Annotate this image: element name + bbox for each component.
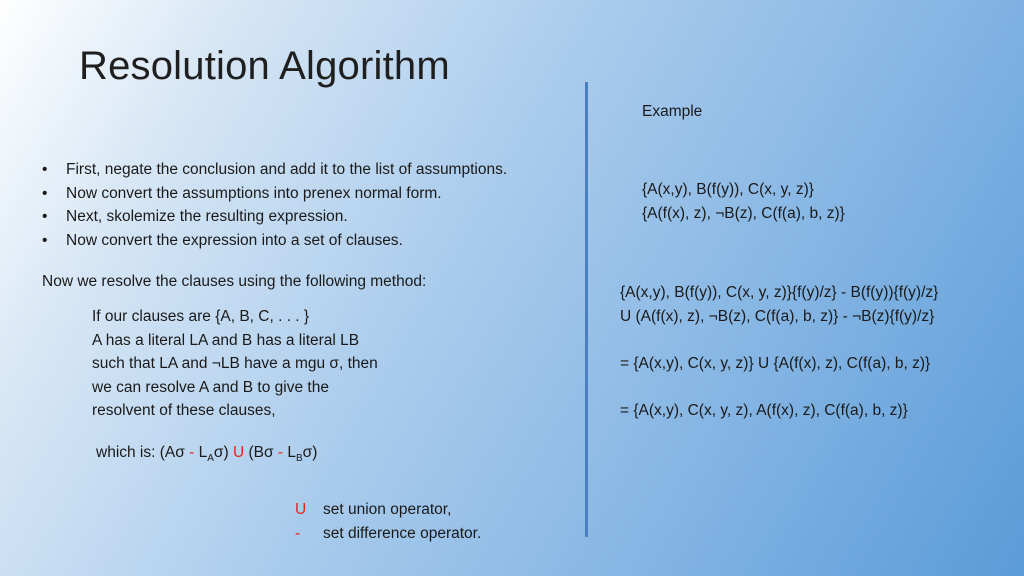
example-clauses <box>642 178 845 225</box>
formula-part: L <box>283 444 296 461</box>
union-symbol: U <box>232 444 245 461</box>
column-divider <box>585 82 588 537</box>
derivation-line: = {A(x,y), C(x, y, z), A(f(x), z), C(f(a), b, z)} <box>620 401 908 419</box>
derivation-spacer <box>620 328 938 352</box>
subscript-b: B <box>295 453 303 465</box>
step-item: • Now convert the expression into a set of clauses. <box>42 229 507 253</box>
formula-prefix: which is: (Aσ <box>96 444 190 461</box>
derivation-line: U (A(f(x), z), ¬B(z), C(f(a), b, z)} - ¬B(z){f(y)/z} <box>620 307 935 325</box>
resolvent-formula <box>96 444 317 464</box>
derivation-line: = {A(x,y), C(x, y, z)} U {A(f(x), z), C(f(a), b, z)} <box>620 354 931 372</box>
method-line: we can resolve A and B to give the <box>92 378 329 396</box>
legend-text: set union operator, <box>323 501 452 518</box>
method-line: A has a literal LA and B has a literal LB <box>92 331 360 349</box>
example-derivation <box>620 281 938 422</box>
step-item: • Now convert the assumptions into prenex normal form. <box>42 182 507 206</box>
method-line: If our clauses are {A, B, C, . . . } <box>92 308 310 325</box>
method-intro: Now we resolve the clauses using the following method: <box>42 273 427 290</box>
step-item: • Next, skolemize the resulting expression. <box>42 205 507 229</box>
method-line: resolvent of these clauses, <box>92 402 276 419</box>
subscript-a: A <box>207 453 214 465</box>
method-description <box>92 305 378 423</box>
steps-list <box>42 158 507 252</box>
formula-part: (Bσ <box>244 444 278 461</box>
method-line: such that LA and ¬LB have a mgu σ, then <box>92 355 378 372</box>
minus-symbol: - <box>189 444 195 461</box>
minus-symbol: - <box>295 524 301 542</box>
derivation-spacer <box>620 375 938 399</box>
clause-line: {A(x,y), B(f(y)), C(x, y, z)} <box>642 181 814 198</box>
formula-part: σ) <box>213 444 233 461</box>
legend-item <box>295 498 481 522</box>
step-item: • First, negate the conclusion and add it to the list of assumptions. <box>42 158 507 182</box>
example-label: Example <box>642 103 703 120</box>
minus-symbol: - <box>277 444 284 461</box>
union-symbol: U <box>295 501 307 518</box>
formula-part: L <box>194 444 208 461</box>
operator-legend <box>295 498 481 545</box>
derivation-line: {A(x,y), B(f(y)), C(x, y, z)}{f(y)/z} - B(f(y)){f(y)/z} <box>620 284 939 301</box>
legend-item <box>295 522 481 546</box>
slide-title: Resolution Algorithm <box>79 44 450 88</box>
clause-line: {A(f(x), z), ¬B(z), C(f(a), b, z)} <box>642 204 845 222</box>
legend-text: set difference operator. <box>323 524 482 542</box>
formula-part: σ) <box>302 444 318 461</box>
